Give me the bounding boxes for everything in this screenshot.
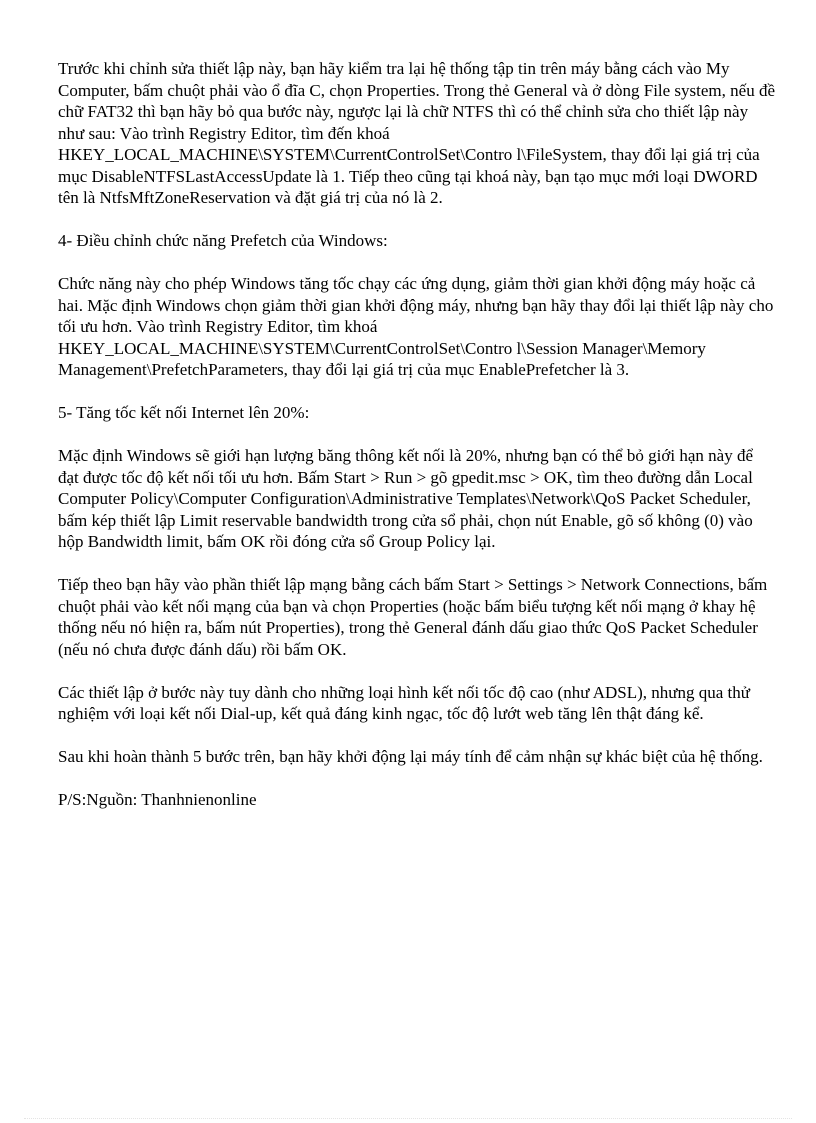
conclusion-paragraph: Sau khi hoàn thành 5 bước trên, bạn hãy khởi động lại máy tính để cảm nhận sự khác biệt của hệ thống. bbox=[58, 747, 763, 766]
source-line: P/S:Nguồn: Thanhnienonline bbox=[58, 790, 257, 809]
section-5-paragraph-3: Các thiết lập ở bước này tuy dành cho những loại hình kết nối tốc độ cao (như ADSL), nhưng qua thử nghiệm với loại kết nối Dial-up, kết quả đáng kinh ngạc, tốc độ lướt web tăng lên thật đáng kể. bbox=[58, 682, 750, 723]
section-4-heading: 4- Điều chỉnh chức năng Prefetch của Windows: bbox=[58, 231, 388, 250]
intro-paragraph: Trước khi chỉnh sửa thiết lập này, bạn hãy kiểm tra lại hệ thống tập tin trên máy bằng cách vào My Computer, bấm chuột phải vào ổ đĩa C, chọn Properties. Trong thẻ General và ở dòng File system, nếu đề chữ FAT32 thì bạn hãy bỏ qua bước này, ngược lại là chữ NTFS thì có thể chỉnh sửa cho thiết lập này như sau: Vào trình Registry Editor, tìm đến khoá HKEY_LOCAL_MACHINE\SYSTEM\CurrentControlSet\Contro l\FileSystem, thay đổi lại giá trị của mục DisableNTFSLastAccessUpdate là 1. Tiếp theo cũng tại khoá này, bạn tạo mục mới loại DWORD tên là NtfsMftZoneReservation và đặt giá trị của nó là 2. bbox=[58, 59, 775, 207]
section-5-heading: 5- Tăng tốc kết nối Internet lên 20%: bbox=[58, 403, 310, 422]
document-page bbox=[58, 58, 778, 832]
section-5-paragraph-2: Tiếp theo bạn hãy vào phần thiết lập mạng bằng cách bấm Start > Settings > Network Connections, bấm chuột phải vào kết nối mạng của bạn và chọn Properties (hoặc bấm biểu tượng kết nối mạng ở khay hệ thống nếu nó hiện ra, bấm nút Properties), trong thẻ General đánh dấu giao thức QoS Packet Scheduler (nếu nó chưa được đánh dấu) rồi bấm OK. bbox=[58, 575, 768, 659]
section-5-paragraph-1: Mặc định Windows sẽ giới hạn lượng băng thông kết nối là 20%, nhưng bạn có thể bỏ giới hạn này để đạt được tốc độ kết nối tối ưu hơn. Bấm Start > Run > gõ gpedit.msc > OK, tìm theo đường dẫn Local Computer Policy\Computer Configuration\Administrative Templates\Network\QoS Packet Scheduler, bấm kép thiết lập Limit reservable bandwidth trong cửa sổ phải, chọn nút Enable, gõ số không (0) vào hộp Bandwidth limit, bấm OK rồi đóng cửa sổ Group Policy lại. bbox=[58, 446, 754, 551]
section-4-paragraph: Chức năng này cho phép Windows tăng tốc chạy các ứng dụng, giảm thời gian khởi động máy hoặc cả hai. Mặc định Windows chọn giảm thời gian khởi động máy, nhưng bạn hãy thay đổi lại thiết lập này cho tối ưu hơn. Vào trình Registry Editor, tìm khoá HKEY_LOCAL_MACHINE\SYSTEM\CurrentControlSet\Contro l\Session Manager\Memory Management\PrefetchParameters, thay đổi lại giá trị của mục EnablePrefetcher là 3. bbox=[58, 274, 774, 379]
page-bottom-divider bbox=[24, 1118, 792, 1119]
